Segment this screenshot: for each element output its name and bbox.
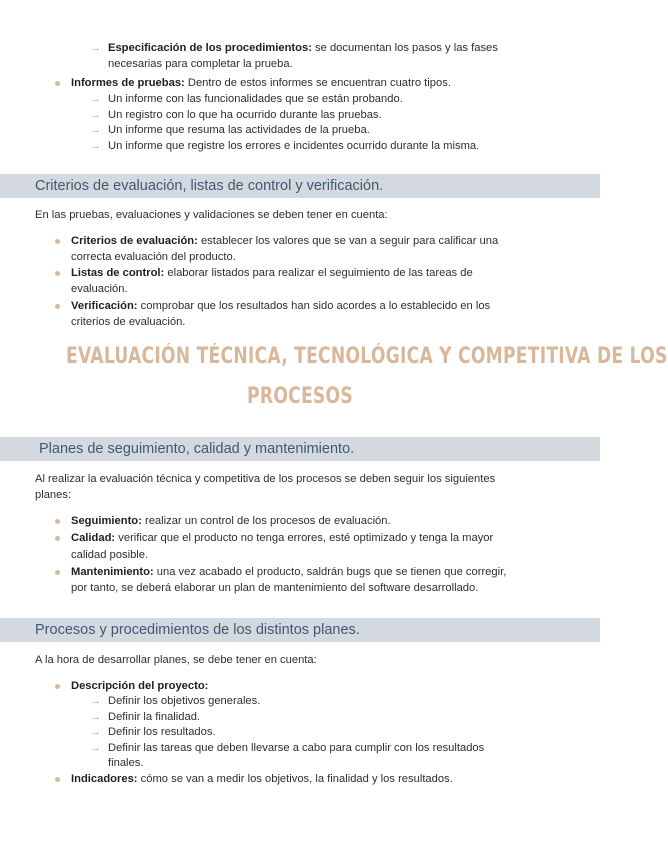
list-item: Seguimiento: realizar un control de los procesos de evaluación. (71, 515, 391, 527)
arrow-right-icon: → (90, 695, 101, 707)
list-item: Un informe con las funcionalidades que se están probando. (108, 93, 403, 105)
bullet-dot-icon (55, 570, 60, 575)
section-heading-band (0, 174, 600, 198)
list-item: Un registro con lo que ha ocurrido durante las pruebas. (108, 109, 382, 121)
paragraph: Al realizar la evaluación técnica y competitiva de los procesos se deben seguir los siguientes (35, 473, 496, 485)
paragraph: En las pruebas, evaluaciones y validaciones se deben tener en cuenta: (35, 209, 388, 221)
bullet-dot-icon (55, 271, 60, 276)
section-heading-band (0, 437, 600, 461)
paragraph-continuation: planes: (35, 489, 72, 501)
list-item: Definir los resultados. (108, 726, 216, 738)
list-item-continuation: evaluación. (71, 283, 128, 295)
arrow-right-icon: → (90, 140, 101, 152)
bullet-dot-icon (55, 519, 60, 524)
arrow-right-icon: → (90, 742, 101, 754)
arrow-right-icon: → (90, 711, 101, 723)
arrow-right-icon: → (90, 124, 101, 136)
list-item-continuation: calidad posible. (71, 549, 149, 561)
section-heading: Criterios de evaluación, listas de control y verificación. (35, 178, 384, 194)
section-heading-band (0, 618, 600, 642)
section-heading: Procesos y procedimientos de los distintos planes. (35, 622, 360, 638)
list-item: Descripción del proyecto: (71, 680, 209, 692)
bullet-dot-icon (55, 536, 60, 541)
list-item-continuation: por tanto, se deberá elaborar un plan de mantenimiento del software desarrollado. (71, 582, 479, 594)
list-item-continuation: criterios de evaluación. (71, 316, 186, 328)
list-item-continuation: correcta evaluación del producto. (71, 251, 236, 263)
list-item: Definir las tareas que deben llevarse a cabo para cumplir con los resultados (108, 742, 485, 754)
arrow-right-icon: → (90, 42, 101, 54)
list-item: Criterios de evaluación: establecer los valores que se van a seguir para calificar una (71, 235, 499, 247)
list-item: Indicadores: cómo se van a medir los objetivos, la finalidad y los resultados. (71, 773, 453, 785)
list-item: Definir los objetivos generales. (108, 695, 261, 707)
bullet-dot-icon (55, 239, 60, 244)
list-item: Definir la finalidad. (108, 711, 201, 723)
arrow-right-icon: → (90, 93, 101, 105)
bullet-dot-icon (55, 81, 60, 86)
arrow-right-icon: → (90, 726, 101, 738)
paragraph: A la hora de desarrollar planes, se debe tener en cuenta: (35, 654, 317, 666)
list-item: Un informe que registre los errores e incidentes ocurrido durante la misma. (108, 140, 480, 152)
bullet-dot-icon (55, 304, 60, 309)
list-item: Especificación de los procedimientos: se documentan los pasos y las fases (108, 42, 498, 54)
list-item: Un informe que resuma las actividades de la prueba. (108, 124, 370, 136)
bullet-dot-icon (55, 777, 60, 782)
list-item-continuation: finales. (108, 757, 144, 769)
arrow-right-icon: → (90, 109, 101, 121)
bullet-dot-icon (55, 684, 60, 689)
list-item: Mantenimiento: una vez acabado el producto, saldrán bugs que se tienen que corregir, (71, 566, 507, 578)
list-item: Calidad: verificar que el producto no tenga errores, esté optimizado y tenga la mayor (71, 532, 494, 544)
list-item: Listas de control: elaborar listados para realizar el seguimiento de las tareas de (71, 267, 473, 279)
list-item: Informes de pruebas: Dentro de estos informes se encuentran cuatro tipos. (71, 77, 451, 89)
page-title-line2: PROCESOS (247, 384, 353, 409)
page-title: EVALUACIÓN TÉCNICA, TECNOLÓGICA Y COMPETITIVA DE LOS (66, 344, 668, 369)
list-item-continuation: necesarias para completar la prueba. (108, 58, 293, 70)
list-item: Verificación: comprobar que los resultados han sido acordes a lo establecido en los (71, 300, 491, 312)
section-heading: Planes de seguimiento, calidad y mantenimiento. (39, 441, 355, 457)
